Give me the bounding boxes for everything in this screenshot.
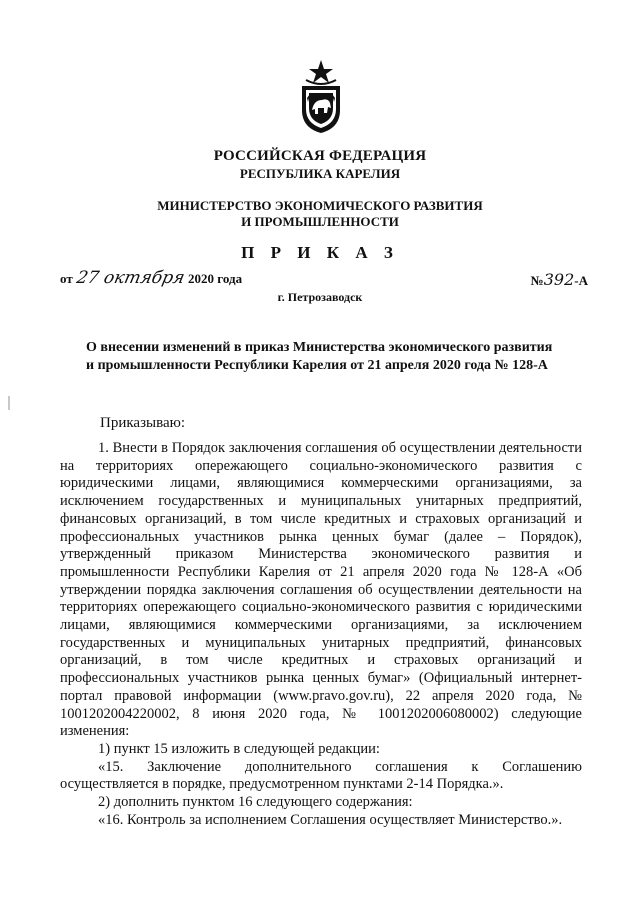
date-suffix: 2020 года (188, 271, 243, 286)
date-prefix: от (60, 271, 73, 286)
subject-line1: О внесении изменений в приказ Министерства экономического развития (86, 340, 553, 355)
number-handwritten: 392 (543, 270, 575, 289)
order-word: Приказываю: (100, 415, 185, 431)
document-type-title: П Р И К А З (241, 243, 399, 262)
ministry-heading-line1: МИНИСТЕРСТВО ЭКОНОМИЧЕСКОГО РАЗВИТИЯ (157, 198, 483, 213)
republic-heading: РЕСПУБЛИКА КАРЕЛИЯ (239, 166, 401, 181)
scan-margin-mark (8, 396, 10, 410)
country-heading: РОССИЙСКАЯ ФЕДЕРАЦИЯ (213, 148, 427, 164)
quote-1: «15. Заключение дополнительного соглашения к Соглашению осуществляется в порядке, предусмотренном пунктами 2-14 Порядка.». (60, 758, 582, 793)
item-2: 2) дополнить пунктом 16 следующего содержания: (98, 794, 413, 811)
quote-2: «16. Контроль за исполнением Соглашения осуществляет Министерство.». (98, 811, 563, 828)
paragraph-1: 1. Внести в Порядок заключения соглашения об осуществлении деятельности на территориях опережающего социально-экономического развития с юридическими лицами, являющимися коммерческими организациями, за исключением государственных и муниципальных унитарных предприятий, финансовых организаций, в том числе кредитных и страховых организаций и профессиональных участников рынка ценных бумаг (далее – Порядок), утвержденный приказом Министерства экономического развития и промышленности Республики Карелия от 21 апреля 2020 года № 128-А «Об утверждении порядка заключения соглашения об осуществлении деятельности на территориях опережающего социально-экономического развития с юридическими лицами, являющимися коммерческими организациями, за исключением государственных и муниципальных унитарных предприятий, финансовых организаций, в том числе кредитных и страховых организаций и профессиональных участников рынка ценных бумаг» (Официальный интернет-портал правовой информации (www.pravo.gov.ru), 22 апреля 2020 года, № 1001202004220002, 8 июня 2020 года, № 1001202006080002) следующие изменения: (60, 440, 582, 740)
subject-line2: и промышленности Республики Карелия от 21 апреля 2020 года № 128-А (86, 358, 548, 373)
date-handwritten: 27 октября (74, 268, 187, 288)
number-prefix: № (530, 273, 544, 288)
number-suffix: -А (574, 273, 588, 288)
city: г. Петрозаводск (277, 290, 363, 304)
document-body (60, 440, 582, 829)
order-date (60, 268, 242, 288)
karelia-coat-of-arms-icon (298, 58, 344, 134)
ministry-heading-line2: И ПРОМЫШЛЕННОСТИ (241, 214, 399, 229)
order-number (531, 270, 588, 289)
item-1: 1) пункт 15 изложить в следующей редакции: (98, 740, 380, 757)
